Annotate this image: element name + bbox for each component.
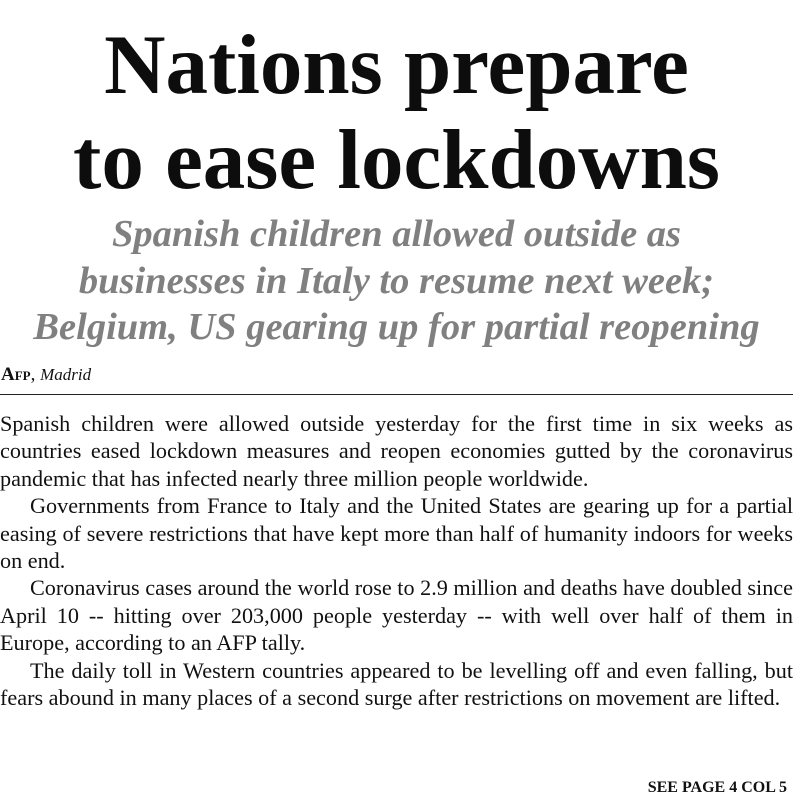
headline [0,18,793,208]
continuation-jump-line: SEE PAGE 4 COL 5 [647,779,787,796]
headline-line-2: to ease lockdowns [73,113,720,207]
subheadline-line-1: Spanish children allowed outside as [111,213,682,255]
article-paragraph: Spanish children were allowed outside yesterday for the first time in six weeks as countries eased lockdown measures and reopen economies gutted by the coronavirus pandemic that has infected nearly three million people worldwide. [0,411,793,491]
byline-separator: , [30,364,36,385]
article-paragraph: Coronavirus cases around the world rose to 2.9 million and deaths have doubled since April 10 -- hitting over 203,000 people yesterday -- with well over half of them in Europe, according to an AFP tally. [0,575,793,656]
byline-divider [0,394,793,395]
subheadline [0,211,793,351]
headline-line-1: Nations prepare [104,18,689,112]
article-body [0,410,793,711]
byline-dateline: Madrid [40,365,92,384]
subheadline-line-2: businesses in Italy to resume next week; [78,259,715,302]
byline-agency: Afp [1,364,31,385]
article-paragraph: Governments from France to Italy and the United States are gearing up for a partial easing of severe restrictions that have kept more than half of humanity indoors for weeks on end. [0,493,793,574]
subheadline-line-3: Belgium, US gearing up for partial reopening [33,306,760,348]
article-paragraph: The daily toll in Western countries appeared to be levelling off and even falling, but fears abound in many places of a second surge after restrictions on movement are lifted. [0,657,793,711]
byline [1,364,91,386]
